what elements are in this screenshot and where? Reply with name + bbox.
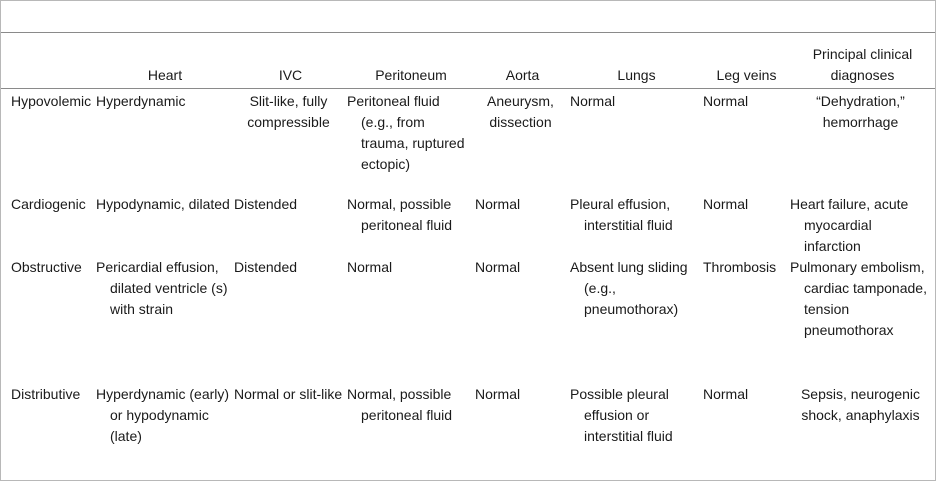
cell-heart: Hyperdynamic (early) or hypodynamic (late) <box>96 385 230 444</box>
cell-diagnoses: Heart failure, acute myocardial infarction <box>790 195 909 254</box>
header-cell-type <box>1 33 96 88</box>
cell-type: Cardiogenic <box>11 195 86 212</box>
cell-ivc: Normal or slit-like <box>234 385 343 402</box>
cell-diagnoses: Pulmonary embolism, cardiac tamponade, tension pneumothorax <box>790 258 927 338</box>
cell-type: Distributive <box>11 385 81 402</box>
table-title-bar <box>1 1 935 33</box>
cell-heart: Hypodynamic, dilated <box>96 195 230 212</box>
cell-type: Hypovolemic <box>11 92 92 109</box>
table-row <box>1 88 935 194</box>
cell-ivc: Distended <box>234 258 298 275</box>
header-cell-leg-veins: Leg veins <box>703 33 790 88</box>
cell-lungs: Possible pleural effusion or interstitial fluid <box>570 385 673 444</box>
cell-diagnoses: Sepsis, neurogenic shock, anaphylaxis <box>800 385 921 423</box>
header-cell-heart: Heart <box>96 33 234 88</box>
header-cell-ivc: IVC <box>234 33 347 88</box>
cell-peritoneum: Normal, possible peritoneal fluid <box>347 195 453 233</box>
cell-aorta: Normal <box>475 195 521 212</box>
cell-lungs: Pleural effusion, interstitial fluid <box>570 195 673 233</box>
cell-aorta: Normal <box>475 385 521 402</box>
header-cell-lungs: Lungs <box>570 33 703 88</box>
cell-leg-veins: Normal <box>703 92 749 109</box>
cell-leg-veins: Thrombosis <box>703 258 777 275</box>
shock-ultrasound-table <box>1 33 935 454</box>
cell-peritoneum: Normal <box>347 258 393 275</box>
header-row <box>1 33 935 88</box>
header-cell-peritoneum: Peritoneum <box>347 33 475 88</box>
cell-leg-veins: Normal <box>703 385 749 402</box>
cell-ivc: Slit-like, fully compressible <box>247 92 330 130</box>
header-cell-aorta: Aorta <box>475 33 570 88</box>
cell-lungs: Absent lung sliding (e.g., pneumothorax) <box>570 258 688 317</box>
cell-type: Obstructive <box>11 258 82 275</box>
cell-diagnoses: “Dehydration,” hemorrhage <box>816 92 905 130</box>
cell-leg-veins: Normal <box>703 195 749 212</box>
cell-aorta: Aneurysm, dissection <box>487 92 554 130</box>
cell-heart: Hyperdynamic <box>96 92 186 109</box>
cell-aorta: Normal <box>475 258 521 275</box>
table-row <box>1 194 935 257</box>
cell-peritoneum: Normal, possible peritoneal fluid <box>347 385 453 423</box>
cell-heart: Pericardial effusion, dilated ventricle (s) with strain <box>96 258 228 317</box>
table-row <box>1 384 935 454</box>
header-cell-diagnoses: Principal clinical diagnoses <box>790 33 935 88</box>
cell-peritoneum: Peritoneal fluid (e.g., from trauma, ruptured ectopic) <box>347 92 465 172</box>
table-row <box>1 257 935 384</box>
cell-lungs: Normal <box>570 92 616 109</box>
cell-ivc: Distended <box>234 195 298 212</box>
